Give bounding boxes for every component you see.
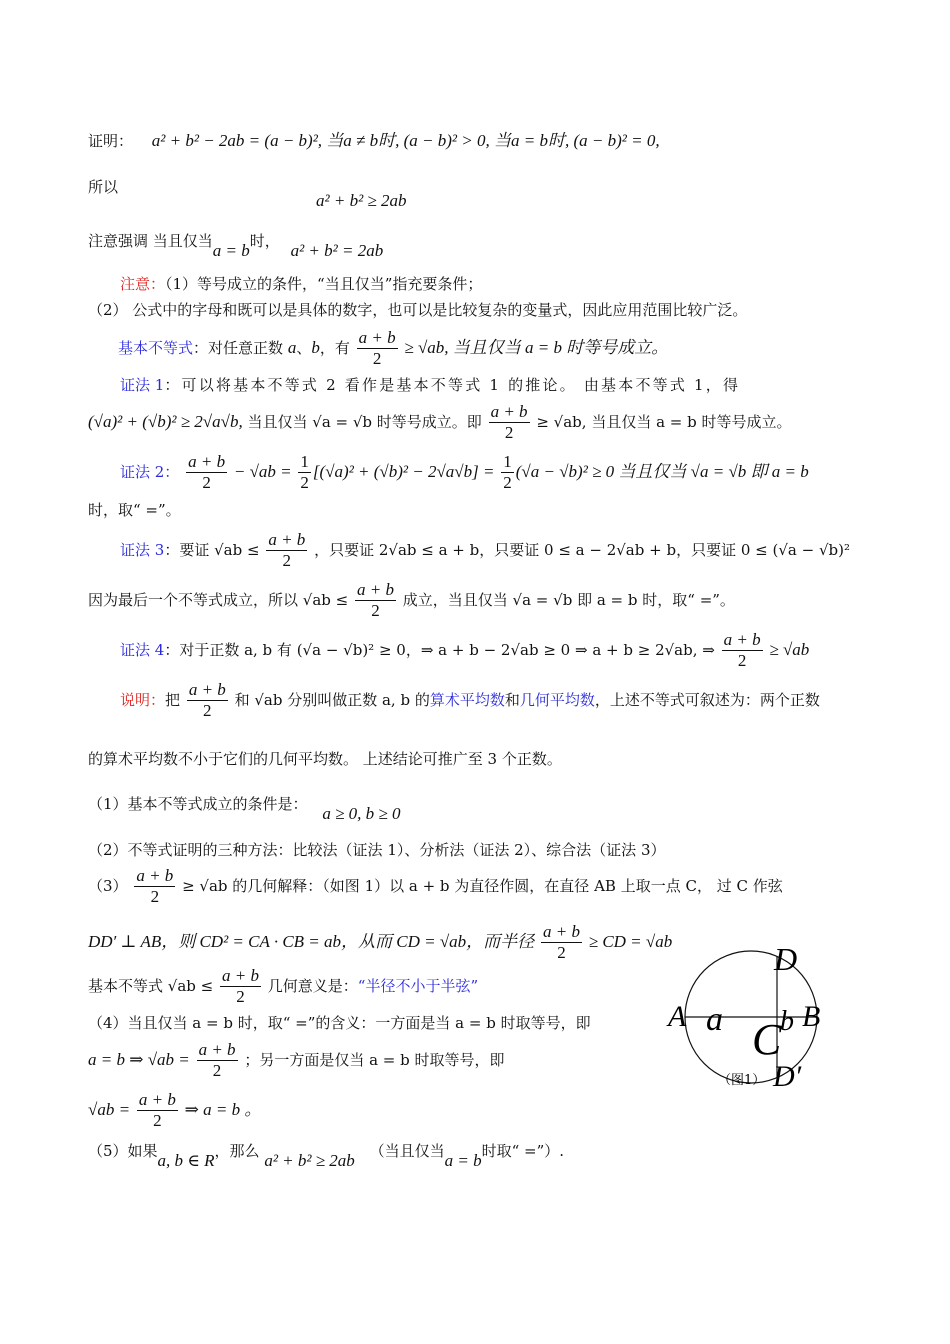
point-5	[88, 1142, 565, 1170]
frac-den: 2	[236, 987, 245, 1007]
math-segment: ≥ √ab	[769, 639, 810, 659]
explanation-line	[120, 680, 820, 722]
frac-den: 2	[504, 423, 514, 443]
text-segment: （3）	[88, 876, 128, 895]
geometric-meaning	[88, 966, 478, 1008]
frac-num: a + b	[137, 1090, 178, 1111]
emphasis-line	[88, 232, 384, 260]
text-segment: ；另一方面是仅当 a = b 时取等号，即	[244, 1050, 505, 1069]
frac-num: a + b	[197, 1040, 238, 1061]
text-segment: 时取“ =”）.	[481, 1142, 565, 1160]
label-d: D	[774, 942, 798, 977]
explanation-cont: 的算术平均数不小于它们的几何平均数。 上述结论可推广至 3 个正数。	[88, 750, 562, 768]
frac-num: a + b	[722, 630, 763, 651]
text-segment: ≥ √ab 的几何解释：（如图 1）以 a + b 为直径作圆，在直径 AB 上取一点 C， 过 C 作弦	[182, 876, 783, 895]
point-1-text: （1）基本不等式成立的条件是：	[88, 795, 308, 813]
math-segment: [(√a)² + (√b)² − 2√a√b] =	[312, 461, 495, 481]
basic-inequality	[118, 328, 668, 370]
text-segment: ，只要证 2√ab ≤ a + b，只要证 0 ≤ a − 2√ab + b，只要证 0 ≤ (√a − √b)²	[314, 540, 850, 559]
point-1	[88, 795, 401, 823]
frac-den: 2	[202, 473, 211, 493]
fraction	[722, 630, 763, 672]
frac-den: 2	[372, 349, 382, 369]
proof-4-line	[120, 630, 809, 672]
text-segment: 当且仅当 √a = √b 时等号成立。即	[242, 412, 482, 431]
math-segment: ⇒ a = b 。	[184, 1099, 262, 1119]
fraction	[298, 452, 311, 494]
proof-expression: a² + b² − 2ab = (a − b)², 当a ≠ b时, (a − b)² > 0, 当a = b时, (a − b)² = 0,	[151, 131, 660, 150]
geometric-mean-term: 几何平均数	[519, 690, 595, 709]
emphasis-condition: a = b	[212, 241, 250, 260]
text-segment: 基本不等式 √ab ≤	[88, 976, 214, 995]
text-segment: （当且仅当	[369, 1142, 445, 1160]
var-b: b	[311, 337, 320, 357]
label-b-segment: b	[780, 1006, 794, 1037]
frac-den: 2	[153, 1111, 162, 1131]
point-4-math-2	[88, 1090, 261, 1132]
math-segment: a = b	[444, 1151, 482, 1170]
math-segment: DD′ ⊥ AB，则 CD² = CA · CB = ab，从而 CD = √ab，而半径	[88, 931, 535, 951]
proof-2-line	[120, 452, 809, 494]
frac-num: a + b	[541, 922, 582, 943]
proof-2-label: 证法 2：	[120, 462, 180, 481]
fraction	[355, 580, 396, 622]
therefore-line	[88, 180, 118, 195]
therefore-label: 所以	[88, 178, 119, 196]
label-b: B	[802, 1000, 821, 1033]
note-1	[120, 277, 482, 292]
text-segment: ：要证 √ab ≤	[164, 540, 260, 559]
text-segment: 把	[165, 690, 181, 709]
frac-den: 2	[212, 1061, 222, 1081]
proof-3-conclusion	[88, 580, 735, 622]
inequality-result: a² + b² ≥ 2ab	[316, 191, 407, 210]
fraction	[541, 922, 582, 964]
frac-num: 1	[501, 452, 514, 473]
emphasis-label: 注意强调 当且仅当	[88, 232, 213, 250]
proof-line-1	[88, 132, 660, 149]
frac-num: a + b	[134, 866, 175, 887]
emphasis-suffix: 时，	[249, 232, 280, 250]
math-segment: − √ab =	[233, 461, 292, 481]
frac-num: a + b	[266, 530, 307, 551]
point-3	[88, 866, 783, 908]
separator: 、	[296, 338, 312, 357]
explanation-label: 说明：	[120, 690, 166, 709]
fraction	[501, 452, 514, 494]
label-c: C	[752, 1015, 782, 1064]
fraction	[187, 680, 228, 722]
note-text: （1）等号成立的条件，“当且仅当”指充要条件；	[165, 275, 483, 293]
fraction	[137, 1090, 178, 1132]
proof-1-text: ：可以将基本不等式 2 看作是基本不等式 1 的推论。 由基本不等式 1，得	[164, 376, 741, 394]
note-2: （2） 公式中的字母和既可以是具体的数字，也可以是比较复杂的变量式，因此应用范围比较广泛。	[88, 301, 748, 319]
frac-num: a + b	[357, 328, 398, 349]
figure-caption: （图1）	[718, 1073, 766, 1088]
proof-1-line	[120, 378, 864, 393]
math-segment: (√a − √b)² ≥ 0 当且仅当 √a = √b 即 a = b	[515, 461, 809, 481]
point-4-math-1	[88, 1040, 505, 1082]
text-segment: ，上述不等式可叙述为：两个正数	[594, 690, 820, 709]
frac-den: 2	[300, 473, 309, 493]
inequality-rest: ≥ √ab, 当且仅当 a = b 时等号成立。	[404, 337, 669, 357]
proof-2-end: 时，取“ =”。	[88, 501, 181, 519]
proof-label: 证明：	[88, 132, 134, 150]
frac-num: a + b	[187, 680, 228, 701]
frac-num: a + b	[489, 402, 530, 423]
proof-1-math	[88, 402, 792, 444]
text-segment: ，有	[319, 338, 350, 357]
text-segment: 和 √ab 分别叫做正数 a, b 的	[234, 690, 430, 709]
frac-num: a + b	[186, 452, 227, 473]
text-segment: ：对于正数 a, b 有 (√a − √b)² ≥ 0，⇒ a + b − 2√ab ≥ 0 ⇒ a + b ≥ 2√ab, ⇒	[164, 640, 715, 659]
frac-den: 2	[203, 701, 212, 721]
frac-den: 2	[503, 473, 512, 493]
basic-inequality-label: 基本不等式	[118, 338, 194, 357]
frac-den: 2	[371, 601, 380, 621]
frac-den: 2	[282, 551, 292, 571]
frac-num: a + b	[355, 580, 396, 601]
var-a: a	[287, 337, 297, 357]
fraction	[220, 966, 261, 1008]
math-segment: ≥ CD = √ab	[588, 931, 673, 951]
text-segment: ，那么	[214, 1142, 260, 1160]
label-a: A	[668, 1000, 687, 1033]
frac-den: 2	[557, 943, 566, 963]
point-2: （2）不等式证明的三种方法：比较法（证法 1）、分析法（证法 2）、综合法（证法 3）	[88, 841, 666, 859]
text-segment: 和	[504, 690, 520, 709]
emphasis-equation: a² + b² = 2ab	[290, 241, 384, 260]
text-segment: ：对任意正数	[193, 338, 284, 357]
math-segment: (√a)² + (√b)² ≥ 2√a√b,	[88, 411, 243, 431]
frac-num: a + b	[220, 966, 261, 987]
label-a-segment: a	[706, 1001, 723, 1038]
text-segment: （5）如果	[88, 1142, 158, 1160]
label-d-prime: D′	[773, 1060, 802, 1092]
fraction	[186, 452, 227, 494]
geometric-meaning-quote: “半径不小于半弦”	[357, 976, 479, 995]
proof-4-label: 证法 4	[120, 640, 165, 659]
text-segment: 成立，当且仅当 √a = √b 即 a = b 时，取“ =”。	[402, 590, 735, 609]
fraction	[266, 530, 307, 572]
math-segment: a = b ⇒ √ab =	[88, 1049, 190, 1069]
text-segment: ≥ √ab, 当且仅当 a = b 时等号成立。	[536, 412, 792, 431]
text-segment: 几何意义是：	[267, 976, 358, 995]
fraction	[197, 1040, 238, 1082]
math-segment: a² + b² ≥ 2ab	[264, 1151, 355, 1170]
fraction	[357, 328, 398, 370]
proof-1-label: 证法 1	[120, 376, 165, 394]
circle-figure	[666, 942, 836, 1092]
fraction	[489, 402, 530, 444]
frac-num: 1	[298, 452, 311, 473]
proof-3-label: 证法 3	[120, 540, 165, 559]
point-1-math: a ≥ 0, b ≥ 0	[322, 804, 401, 823]
frac-den: 2	[737, 651, 747, 671]
fraction	[134, 866, 175, 908]
note-label: 注意：	[120, 275, 166, 293]
point-3-cont	[88, 922, 672, 964]
math-segment: √ab =	[88, 1099, 131, 1119]
math-segment: a, b ∈ R	[157, 1151, 215, 1170]
proof-3-line	[120, 530, 850, 572]
text-segment: 因为最后一个不等式成立，所以 √ab ≤	[88, 590, 349, 609]
point-4: （4）当且仅当 a = b 时，取“ =”的含义：一方面是当 a = b 时取等号，即	[88, 1014, 591, 1032]
frac-den: 2	[150, 887, 160, 907]
arithmetic-mean-term: 算术平均数	[429, 690, 505, 709]
